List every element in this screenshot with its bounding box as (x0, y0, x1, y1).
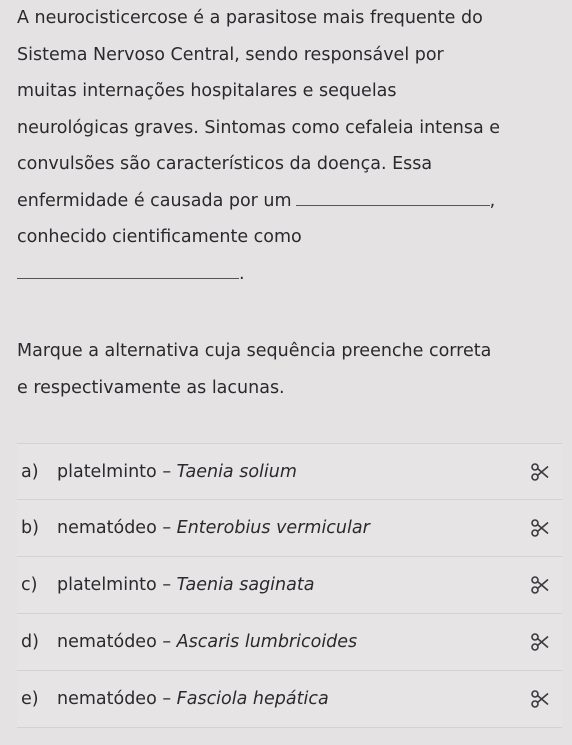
instruction-line: e respectivamente as lacunas. (17, 377, 285, 398)
option-group: nematódeo – (57, 689, 177, 709)
option-species: Ascaris lumbricoides (176, 632, 358, 652)
option-species: Enterobius vermicular (176, 518, 370, 538)
option-letter: b) (21, 518, 39, 538)
option-e[interactable] (17, 671, 562, 728)
instruction-line: Marque a alternativa cuja sequência preenche correta (17, 341, 492, 361)
option-text (57, 632, 357, 652)
question-line (17, 256, 562, 293)
question-text (17, 0, 562, 292)
scissors-icon[interactable] (530, 518, 550, 538)
instruction-text (17, 333, 562, 406)
question-line: Sistema Nervoso Central, sendo responsável por (17, 44, 444, 65)
blank-2 (17, 264, 239, 279)
option-d[interactable] (17, 614, 562, 671)
option-group: nematódeo – (57, 632, 177, 652)
option-group: platelminto – (57, 575, 177, 595)
option-letter: d) (21, 632, 39, 652)
option-text (57, 689, 329, 709)
option-letter: c) (21, 575, 38, 595)
scissors-icon[interactable] (530, 632, 550, 652)
option-letter: e) (21, 689, 39, 709)
option-letter: a) (21, 461, 39, 482)
option-species: Taenia saginata (176, 575, 315, 595)
option-group: platelminto – (57, 461, 177, 482)
option-species: Fasciola hepática (176, 689, 329, 709)
question-line: convulsões são característicos da doença. Essa (17, 154, 433, 174)
option-c[interactable] (17, 557, 562, 614)
question-line: conhecido cientificamente como (17, 227, 302, 247)
blank-1-punctuation: , (489, 190, 496, 211)
option-text (57, 462, 297, 482)
answer-options (17, 443, 562, 728)
blank-2-punctuation: . (239, 263, 245, 284)
scissors-icon[interactable] (530, 689, 550, 709)
question-line: muitas internações hospitalares e sequelas (17, 81, 397, 101)
scissors-icon[interactable] (530, 462, 550, 482)
question-line: neurológicas graves. Sintomas como cefaleia intensa e (17, 117, 501, 138)
option-species: Taenia solium (176, 461, 297, 482)
scissors-icon[interactable] (530, 575, 550, 595)
question-line: A neurocisticercose é a parasitose mais frequente do (17, 8, 483, 28)
option-b[interactable] (17, 500, 562, 557)
question-line-text: enfermidade é causada por um (17, 190, 292, 211)
option-group: nematódeo – (57, 518, 177, 538)
option-text (57, 518, 370, 538)
blank-1 (296, 191, 490, 206)
question-line (17, 183, 562, 220)
option-text (57, 575, 314, 595)
option-a[interactable] (17, 443, 562, 500)
